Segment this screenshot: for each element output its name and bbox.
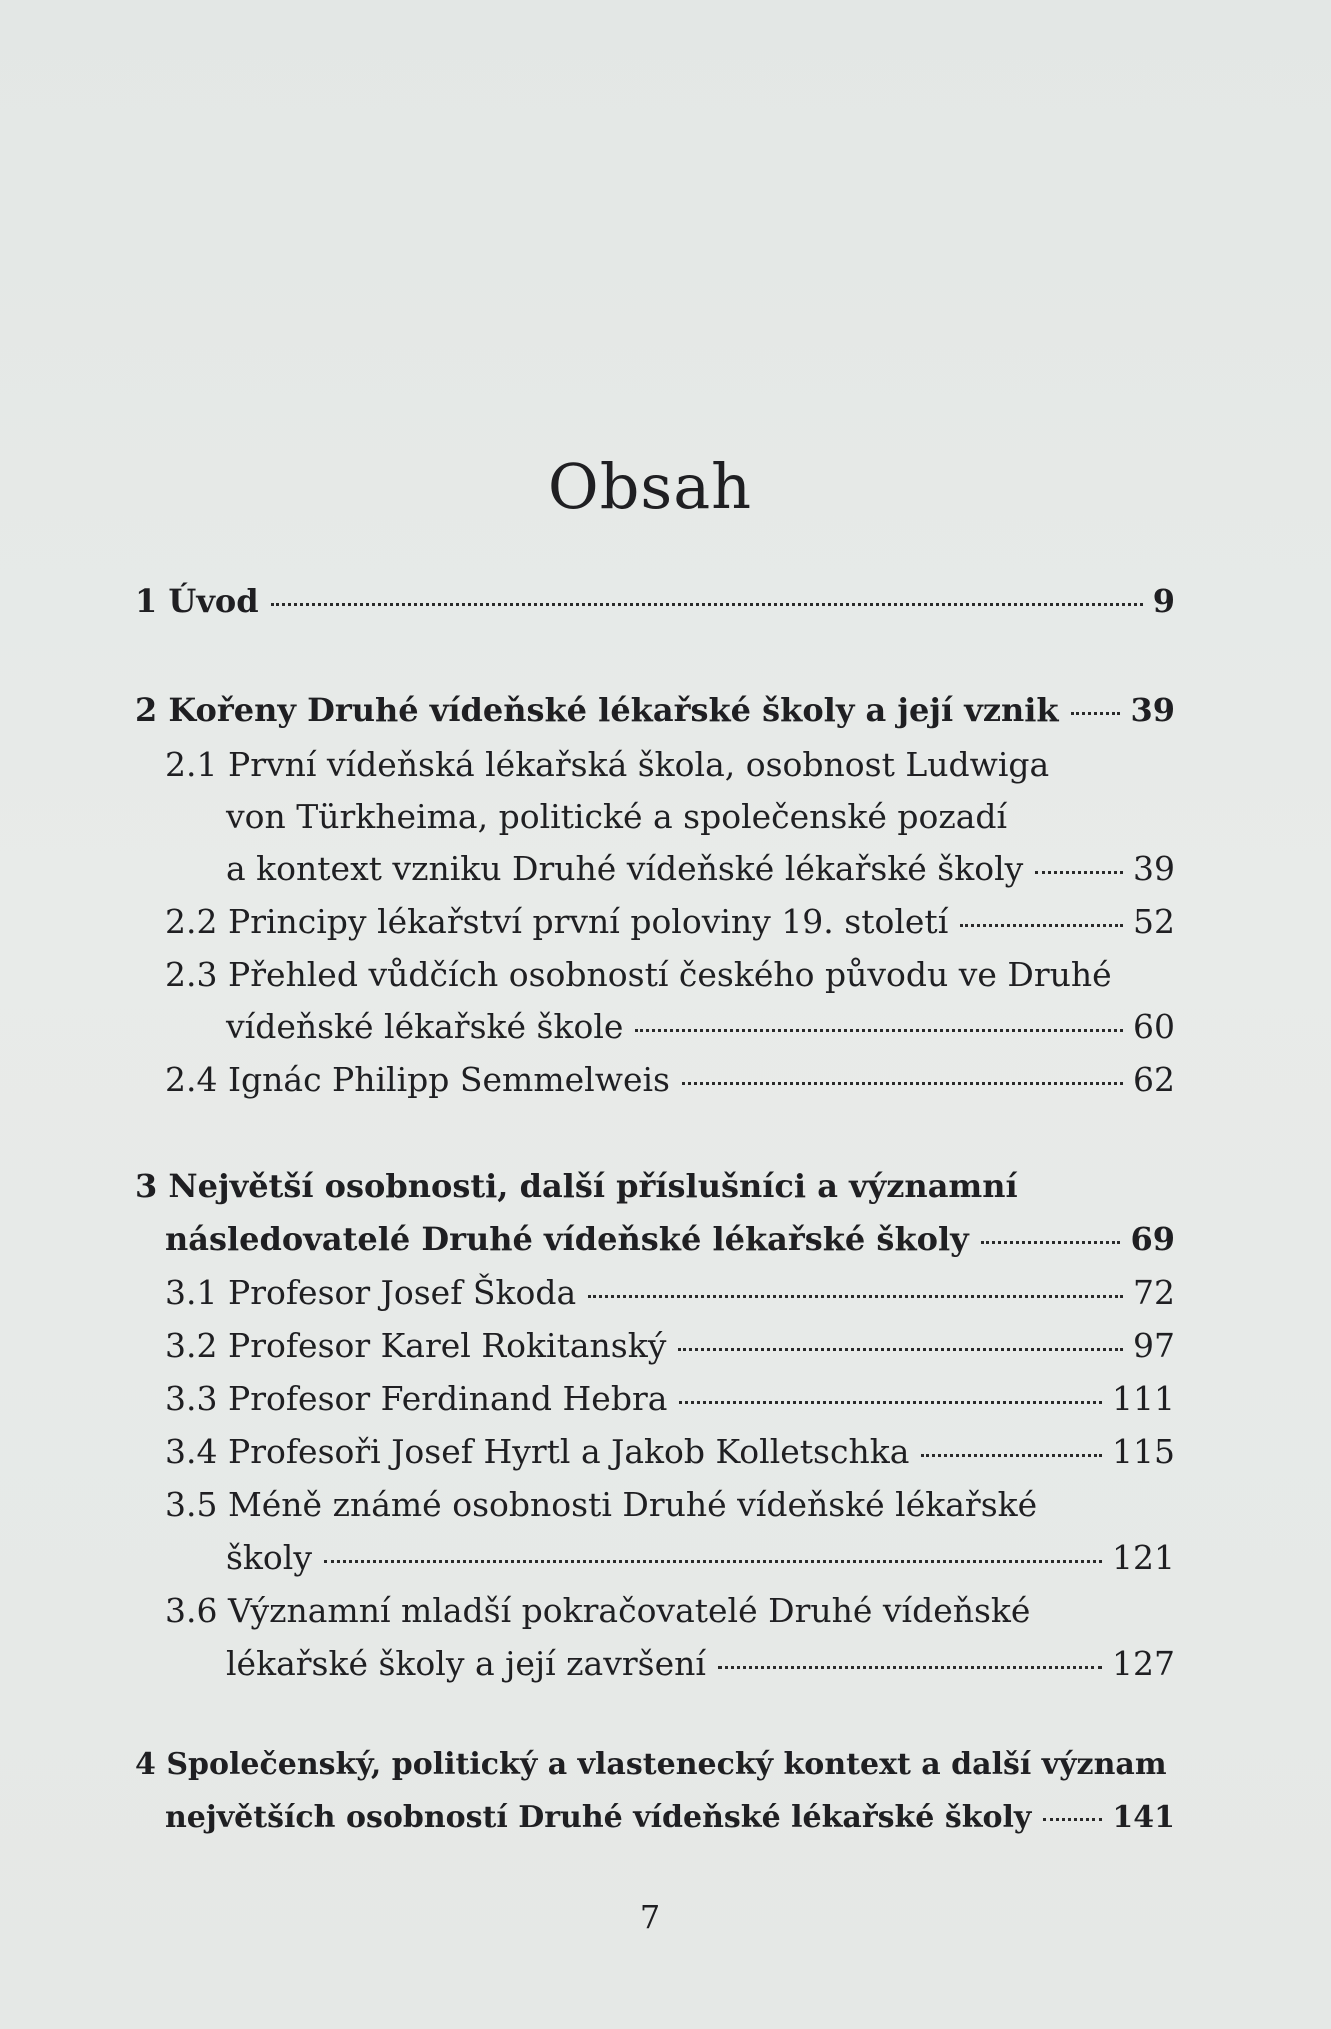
toc-page-number: 72 [1133,1273,1175,1312]
toc-page-number: 62 [1133,1060,1175,1099]
toc-number: 3.6 [165,1591,218,1630]
dot-leader [679,1401,1102,1404]
toc-title: Profesoři Josef Hyrtl a Jakob Kolletschka [227,1432,910,1471]
toc-page-number: 69 [1130,1220,1175,1258]
toc-section-3-6-end [226,1644,1175,1684]
toc-page-number: 39 [1133,849,1175,888]
toc-title: Principy lékařství první poloviny 19. století [227,902,949,941]
toc-section-3-4[interactable] [165,1432,1175,1472]
toc-page-number: 111 [1112,1379,1175,1418]
toc-page-number: 97 [1133,1326,1175,1365]
toc-section-2-2[interactable] [165,902,1175,942]
dot-leader [678,1348,1123,1351]
toc-number: 2 [135,691,158,729]
dot-leader [682,1082,1123,1085]
toc-chapter-2[interactable] [135,691,1175,729]
toc-chapter-3-end [165,1220,1175,1258]
toc-section-3-1[interactable] [165,1273,1175,1313]
toc-section-2-1-end [226,849,1175,889]
toc-chapter-4[interactable] [135,1747,1167,1783]
dot-leader [1071,712,1121,715]
dot-leader [588,1295,1123,1298]
toc-section-2-3-end [226,1007,1175,1047]
page-number: 7 [639,1898,661,1936]
toc-page-number: 115 [1112,1432,1175,1471]
toc-number: 2.3 [165,955,218,994]
toc-page-number: 9 [1152,582,1175,620]
toc-title: První vídeňská lékařská škola, osobnost Ludwiga [227,745,1050,784]
toc-number: 2.4 [165,1060,218,1099]
toc-title: největších osobností Druhé vídeňské lékařské školy [165,1800,1032,1835]
toc-page-number: 121 [1112,1538,1175,1577]
page-title: Obsah [547,450,753,523]
toc-section-3-6[interactable] [165,1591,1030,1631]
dot-leader [960,924,1123,927]
toc-section-2-1-cont [226,797,1007,837]
toc-section-2-4[interactable] [165,1060,1175,1100]
toc-number: 4 [135,1747,156,1782]
toc-title: Společenský, politický a vlastenecký kontext a další význam [166,1747,1167,1782]
toc-title: Profesor Josef Škoda [227,1273,577,1312]
toc-title: vídeňské lékařské škole [226,1007,624,1046]
toc-title: von Türkheima, politické a společenské pozadí [226,797,1008,836]
toc-section-3-5-end [226,1538,1175,1578]
toc-title: Největší osobnosti, další příslušníci a významní [168,1167,1018,1205]
toc-title: Významní mladší pokračovatelé Druhé vídeňské [227,1591,1031,1630]
toc-title: Kořeny Druhé vídeňské lékařské školy a její vznik [168,691,1059,729]
toc-page-number: 52 [1133,902,1175,941]
toc-title: lékařské školy a její završení [226,1644,706,1683]
toc-number: 3.2 [165,1326,218,1365]
toc-title: Přehled vůdčích osobností českého původu ve Druhé [227,955,1112,994]
toc-number: 3 [135,1167,158,1205]
toc-title: Méně známé osobnosti Druhé vídeňské lékařské [227,1485,1038,1524]
toc-title: Profesor Karel Rokitanský [227,1326,667,1365]
toc-number: 3.5 [165,1485,218,1524]
toc-chapter-4-end [165,1800,1175,1836]
toc-number: 2.2 [165,902,218,941]
toc-section-2-1[interactable] [165,745,1049,785]
dot-leader [324,1560,1102,1563]
toc-section-3-5[interactable] [165,1485,1037,1525]
dot-leader [1035,871,1123,874]
toc-page-number: 141 [1112,1800,1175,1835]
dot-leader [635,1029,1123,1032]
dot-leader [271,603,1143,606]
toc-section-3-2[interactable] [165,1326,1175,1366]
toc-title: Ignác Philipp Semmelweis [227,1060,670,1099]
toc-title: následovatelé Druhé vídeňské lékařské školy [165,1220,969,1258]
toc-page-number: 127 [1112,1644,1175,1683]
toc-section-2-3[interactable] [165,955,1112,995]
dot-leader [1043,1818,1102,1821]
toc-title: a kontext vzniku Druhé vídeňské lékařské školy [226,849,1024,888]
dot-leader [718,1666,1102,1669]
toc-number: 3.3 [165,1379,218,1418]
toc-number: 2.1 [165,745,218,784]
toc-number: 3.1 [165,1273,218,1312]
toc-chapter-1[interactable] [135,582,1175,620]
toc-title: Profesor Ferdinand Hebra [227,1379,668,1418]
toc-title: Úvod [168,582,259,620]
toc-page-number: 60 [1133,1007,1175,1046]
toc-section-3-3[interactable] [165,1379,1175,1419]
toc-number: 1 [135,582,158,620]
dot-leader [981,1241,1121,1244]
toc-page-number: 39 [1130,691,1175,729]
toc-chapter-3[interactable] [135,1167,1018,1205]
toc-title: školy [226,1538,312,1577]
dot-leader [921,1454,1102,1457]
toc-number: 3.4 [165,1432,218,1471]
